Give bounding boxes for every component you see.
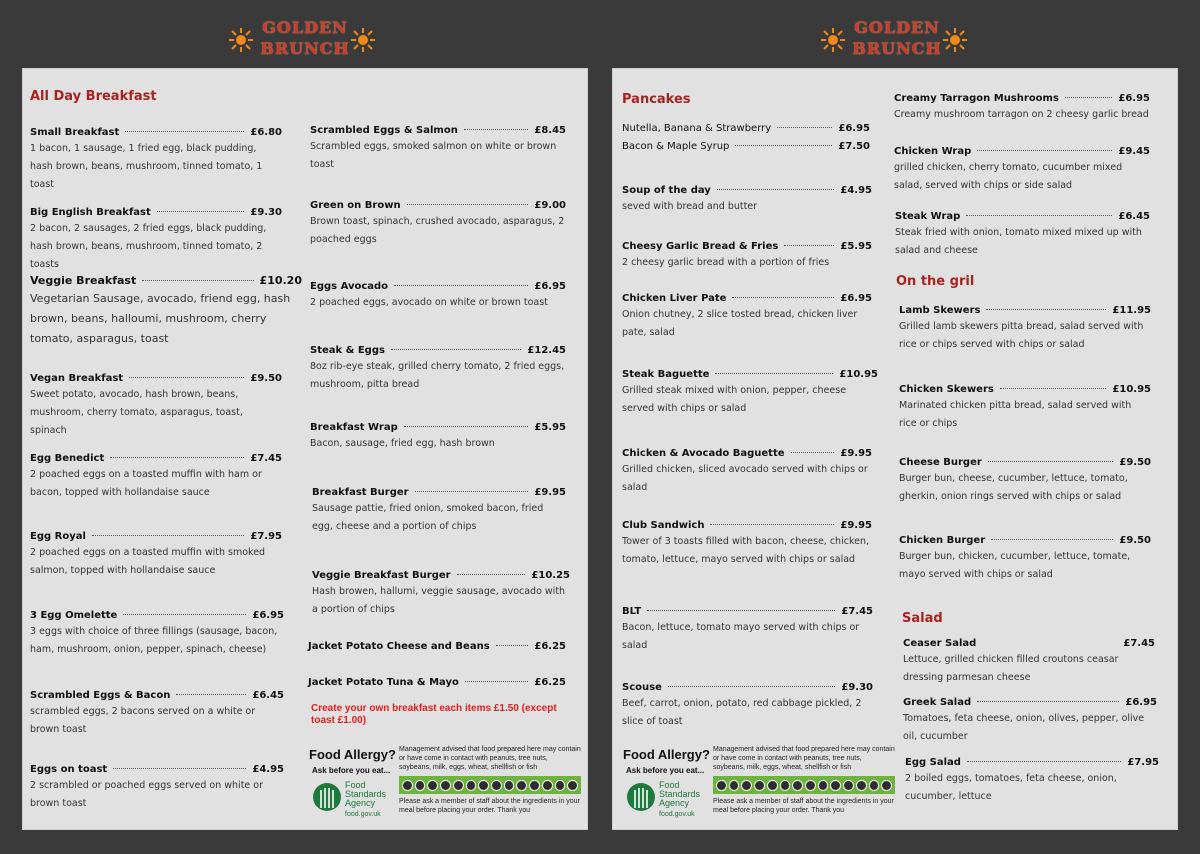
item-description: Grilled chicken, sliced avocado served with chips or salad [622,464,868,493]
item-description: Beef, carrot, onion, potato, red cabbage pickled, 2 slice of toast [622,698,862,727]
item-description: Brown toast, spinach, crushed avocado, asparagus, 2 poached eggs [310,216,565,245]
item-name: 3 Egg Omelette [30,610,118,621]
menu-item [903,697,1157,746]
allergen-icon [780,780,791,791]
item-description: Burger bun, chicken, cucumber, lettuce, tomate, mayo served with chips or salad [899,551,1131,580]
item-name: Jacket Potato Cheese and Beans [308,641,490,652]
item-price: £4.95 [252,764,284,775]
item-name: Soup of the day [622,185,711,196]
item-price: £7.45 [1123,638,1155,649]
allergen-icon [427,780,438,791]
item-price: £6.25 [534,641,566,652]
allergy-subtitle: Ask before you eat... [626,766,705,775]
menu-item [30,127,282,194]
item-description: Sausage pattie, fried onion, smoked bacon, fried egg, cheese and a portion of chips [312,503,544,532]
sun-icon [228,27,254,53]
item-name: Egg Benedict [30,453,105,464]
item-description: grilled chicken, cherry tomato, cucumber mixed salad, served with chips or side salad [894,162,1123,191]
menu-item [899,457,1151,506]
item-name: Breakfast Burger [312,487,409,498]
item-name: Veggie Breakfast [30,274,137,287]
menu-item [30,531,282,580]
menu-item [30,690,284,739]
item-name: Eggs on toast [30,764,108,775]
allergy-title: Food Allergy? [309,747,396,762]
item-name: Cheese Burger [899,457,982,468]
item-price: £7.50 [838,141,870,152]
allergen-icon [843,780,854,791]
item-name: Chicken & Avocado Baguette [622,448,785,459]
item-description: Grilled steak mixed with onion, pepper, cheese served with chips or salad [622,385,847,414]
item-price: £6.45 [1118,211,1150,222]
item-description: Lettuce, grilled chicken filled croutons ceasar dressing parmesan cheese [903,654,1119,683]
item-description: Vegetarian Sausage, avocado, friend egg, hash brown, beans, halloumi, mushroom, cherry tomato, asparagus, toast [30,292,291,345]
menu-panel-right [612,68,1178,830]
allergen-icon [881,780,892,791]
menu-item [622,293,872,342]
menu-item [622,448,872,497]
create-own-breakfast-note: Create your own breakfast each items £1.50 (except toast £1.00) [311,703,557,726]
item-description: Scrambled eggs, smoked salmon on white or brown toast [310,141,557,170]
item-description: scrambled eggs, 2 bacons served on a white or brown toast [30,706,256,735]
item-price: £5.95 [840,241,872,252]
allergy-ask-staff-text: Please ask a member of staff about the ingredients in your meal before placing your order. Thank you [713,798,894,814]
logo-line2: BRUNCH [852,39,942,58]
sun-icon [820,27,846,53]
fsa-name: Food Standards Agency [659,780,701,808]
item-description: 8oz rib-eye steak, grilled cherry tomato, 2 fried eggs, mushroom, pitta bread [310,361,565,390]
menu-item [622,141,870,152]
item-price: £6.95 [838,123,870,134]
item-price: £4.95 [840,185,872,196]
item-description: Bacon, sausage, fried egg, hash brown [310,438,495,449]
item-name: Vegan Breakfast [30,373,124,384]
fsa-name: Food Standards Agency [345,780,387,808]
item-name: Green on Brown [310,200,401,211]
item-price: £10.95 [1112,384,1151,395]
item-price: £9.50 [1119,535,1151,546]
allergen-icon [529,780,540,791]
menu-item [310,422,566,453]
menu-panel-left [22,68,588,830]
menu-item [308,641,566,652]
item-price: £9.30 [841,682,873,693]
allergen-icon [478,780,489,791]
menu-item [622,241,872,272]
item-name: Jacket Potato Tuna & Mayo [308,677,459,688]
menu-item [899,305,1151,354]
allergy-management-text: Management advised that food prepared here may contain or have come in contact with peanuts, tree nuts, soybeans, milk, eggs, wheat, shellfish or fish [399,746,581,771]
food-allergy-notice [309,747,581,823]
sun-icon [350,27,376,53]
item-name: Steak Baguette [622,369,710,380]
menu-item [310,345,566,394]
allergy-ask-staff-text: Please ask a member of staff about the ingredients in your meal before placing your order. Thank you [399,798,580,814]
allergen-icon [504,780,515,791]
item-description: 2 cheesy garlic bread with a portion of fries [622,257,830,268]
item-name: Egg Royal [30,531,86,542]
item-price: £9.50 [1119,457,1151,468]
allergy-title: Food Allergy? [623,747,710,762]
item-description: Tomatoes, feta cheese, onion, olives, pepper, olive oil, cucumber [903,713,1145,742]
fsa-url: food.gov.uk [659,811,695,818]
menu-item [30,610,284,659]
item-description: 2 poached eggs, avocado on white or brown toast [310,297,548,308]
menu-item [30,373,282,440]
menu-item [310,125,566,174]
item-price: £9.95 [840,448,872,459]
item-name: Big English Breakfast [30,207,151,218]
logo-line2: BRUNCH [260,39,350,58]
menu-item [622,185,872,216]
menu-item [308,677,566,688]
item-description: 2 boiled eggs, tomatoes, feta cheese, onion, cucumber, lettuce [905,773,1117,802]
item-name: Lamb Skewers [899,305,981,316]
item-price: £10.25 [531,570,570,581]
allergen-icon [716,780,727,791]
item-price: £5.95 [534,422,566,433]
allergen-icons-bar [713,776,895,794]
menu-item [895,211,1150,260]
allergen-icon [453,780,464,791]
menu-item [622,606,873,655]
item-price: £7.45 [250,453,282,464]
allergen-icon [792,780,803,791]
item-name: Creamy Tarragon Mushrooms [894,93,1059,104]
item-description: Creamy mushroom tarragon on 2 cheesy garlic bread [894,109,1149,120]
menu-item [312,570,570,619]
menu-item [622,369,878,418]
item-description: seved with bread and butter [622,201,758,212]
menu-item [30,764,284,813]
allergen-icon [869,780,880,791]
allergen-icon [805,780,816,791]
allergen-icon [555,780,566,791]
item-price: £6.95 [1118,93,1150,104]
allergen-icon [767,780,778,791]
item-price: £9.00 [534,200,566,211]
allergen-icon [741,780,752,791]
allergen-icon [516,780,527,791]
item-price: £6.95 [252,610,284,621]
logo-left [228,16,388,62]
menu-item [622,520,872,569]
menu-item [310,281,566,312]
item-description: Onion chutney, 2 slice tosted bread, chicken liver pate, salad [622,309,858,338]
fsa-url: food.gov.uk [345,811,381,818]
item-description: Steak fried with onion, tomato mixed mixed up with salad and cheese [895,227,1142,256]
allergen-icon [466,780,477,791]
item-name: Chicken Wrap [894,146,972,157]
item-name: Bacon & Maple Syrup [622,141,730,152]
menu-item [903,638,1155,687]
allergen-icon [754,780,765,791]
item-price: £12.45 [527,345,566,356]
allergen-icon [856,780,867,791]
item-price: £9.95 [840,520,872,531]
item-name: Chicken Liver Pate [622,293,727,304]
item-price: £6.80 [250,127,282,138]
allergy-management-text: Management advised that food prepared here may contain or have come in contact with peanuts, tree nuts, soybeans, milk, eggs, wheat, shellfish or fish [713,746,895,771]
menu-item [622,123,870,134]
item-name: Steak & Eggs [310,345,385,356]
item-name: Nutella, Banana & Strawberry [622,123,772,134]
item-name: Egg Salad [905,757,961,768]
item-name: Scrambled Eggs & Salmon [310,125,458,136]
item-price: £11.95 [1112,305,1151,316]
menu-item [894,93,1150,124]
food-allergy-notice [623,747,895,823]
item-name: Cheesy Garlic Bread & Fries [622,241,779,252]
allergen-icon [567,780,578,791]
item-price: £10.20 [259,274,302,287]
item-name: Scouse [622,682,662,693]
item-price: £6.25 [534,677,566,688]
item-description: Burger bun, cheese, cucumber, lettuce, tomato, gherkin, onion rings served with chips or salad [899,473,1128,502]
menu-item [30,207,282,274]
allergy-subtitle: Ask before you eat... [312,766,391,775]
item-price: £9.50 [250,373,282,384]
item-price: £9.95 [534,487,566,498]
allergen-icon [402,780,413,791]
allergen-icon [818,780,829,791]
item-name: Small Breakfast [30,127,120,138]
sun-icon [942,27,968,53]
item-description: 3 eggs with choice of three fillings (sausage, bacon, ham, mushroom, onion, pepper, spinach, cheese) [30,626,278,655]
item-description: Marinated chicken pitta bread, salad served with rice or chips [899,400,1132,429]
item-name: Veggie Breakfast Burger [312,570,451,581]
menu-item [622,682,873,731]
fsa-logo-icon [312,780,342,814]
item-description: Grilled lamb skewers pitta bread, salad served with rice or chips served with chips or salad [899,321,1144,350]
section-salad: Salad [902,611,943,626]
item-price: £6.95 [534,281,566,292]
allergen-icon [491,780,502,791]
item-description: 2 poached eggs on a toasted muffin with smoked salmon, topped with hollandaise sauce [30,547,266,576]
allergen-icon [830,780,841,791]
item-price: £9.30 [250,207,282,218]
section-pancakes: Pancakes [622,92,691,107]
section-on-the-grill: On the gril [896,274,975,289]
item-description: Sweet potato, avocado, hash brown, beans, mushroom, cherry tomato, asparagus, toast, spinach [30,389,243,436]
item-price: £6.95 [1125,697,1157,708]
menu-item [899,384,1151,433]
item-price: £9.45 [1118,146,1150,157]
item-name: Breakfast Wrap [310,422,398,433]
item-name: Eggs Avocado [310,281,389,292]
logo-line1: GOLDEN [854,18,940,37]
menu-item [899,535,1151,584]
allergen-icon [415,780,426,791]
menu-item [310,200,566,249]
allergen-icon [542,780,553,791]
fsa-logo-icon [626,780,656,814]
item-description: Tower of 3 toasts filled with bacon, cheese, chicken, tomato, lettuce, mayo served with chips or salad [622,536,869,565]
section-all-day-breakfast: All Day Breakfast [30,89,157,104]
menu-item [894,146,1150,195]
item-name: Chicken Burger [899,535,986,546]
item-description: 2 poached eggs on a toasted muffin with ham or bacon, topped with hollandaise sauce [30,469,262,498]
menu-item [905,757,1159,806]
item-description: 2 bacon, 2 sausages, 2 fried eggs, black pudding, hash brown, beans, mushroom, tinned tomato, 2 toasts [30,223,267,270]
item-name: Steak Wrap [895,211,961,222]
allergen-icon [440,780,451,791]
item-name: Chicken Skewers [899,384,994,395]
item-price: £7.95 [250,531,282,542]
item-description: Hash browen, hallumi, veggie sausage, avocado with a portion of chips [312,586,566,615]
menu-item [30,274,302,349]
menu-item [312,487,566,536]
allergen-icons-bar [399,776,581,794]
item-description: 1 bacon, 1 sausage, 1 fried egg, black pudding, hash brown, beans, mushroom, tinned tomato, 1 toast [30,143,263,190]
item-description: Bacon, lettuce, tomato mayo served with chips or salad [622,622,860,651]
item-name: BLT [622,606,642,617]
item-price: £6.95 [840,293,872,304]
item-name: Greek Salad [903,697,972,708]
item-name: Club Sandwich [622,520,705,531]
item-price: £6.45 [252,690,284,701]
menu-item [30,453,282,502]
item-price: £7.45 [841,606,873,617]
item-name: Scrambled Eggs & Bacon [30,690,171,701]
item-price: £7.95 [1127,757,1159,768]
item-name: Ceaser Salad [903,638,977,649]
item-price: £10.95 [839,369,878,380]
allergen-icon [729,780,740,791]
item-price: £8.45 [534,125,566,136]
logo-right [820,16,980,62]
item-description: 2 scrambled or poached eggs served on white or brown toast [30,780,264,809]
logo-line1: GOLDEN [262,18,348,37]
